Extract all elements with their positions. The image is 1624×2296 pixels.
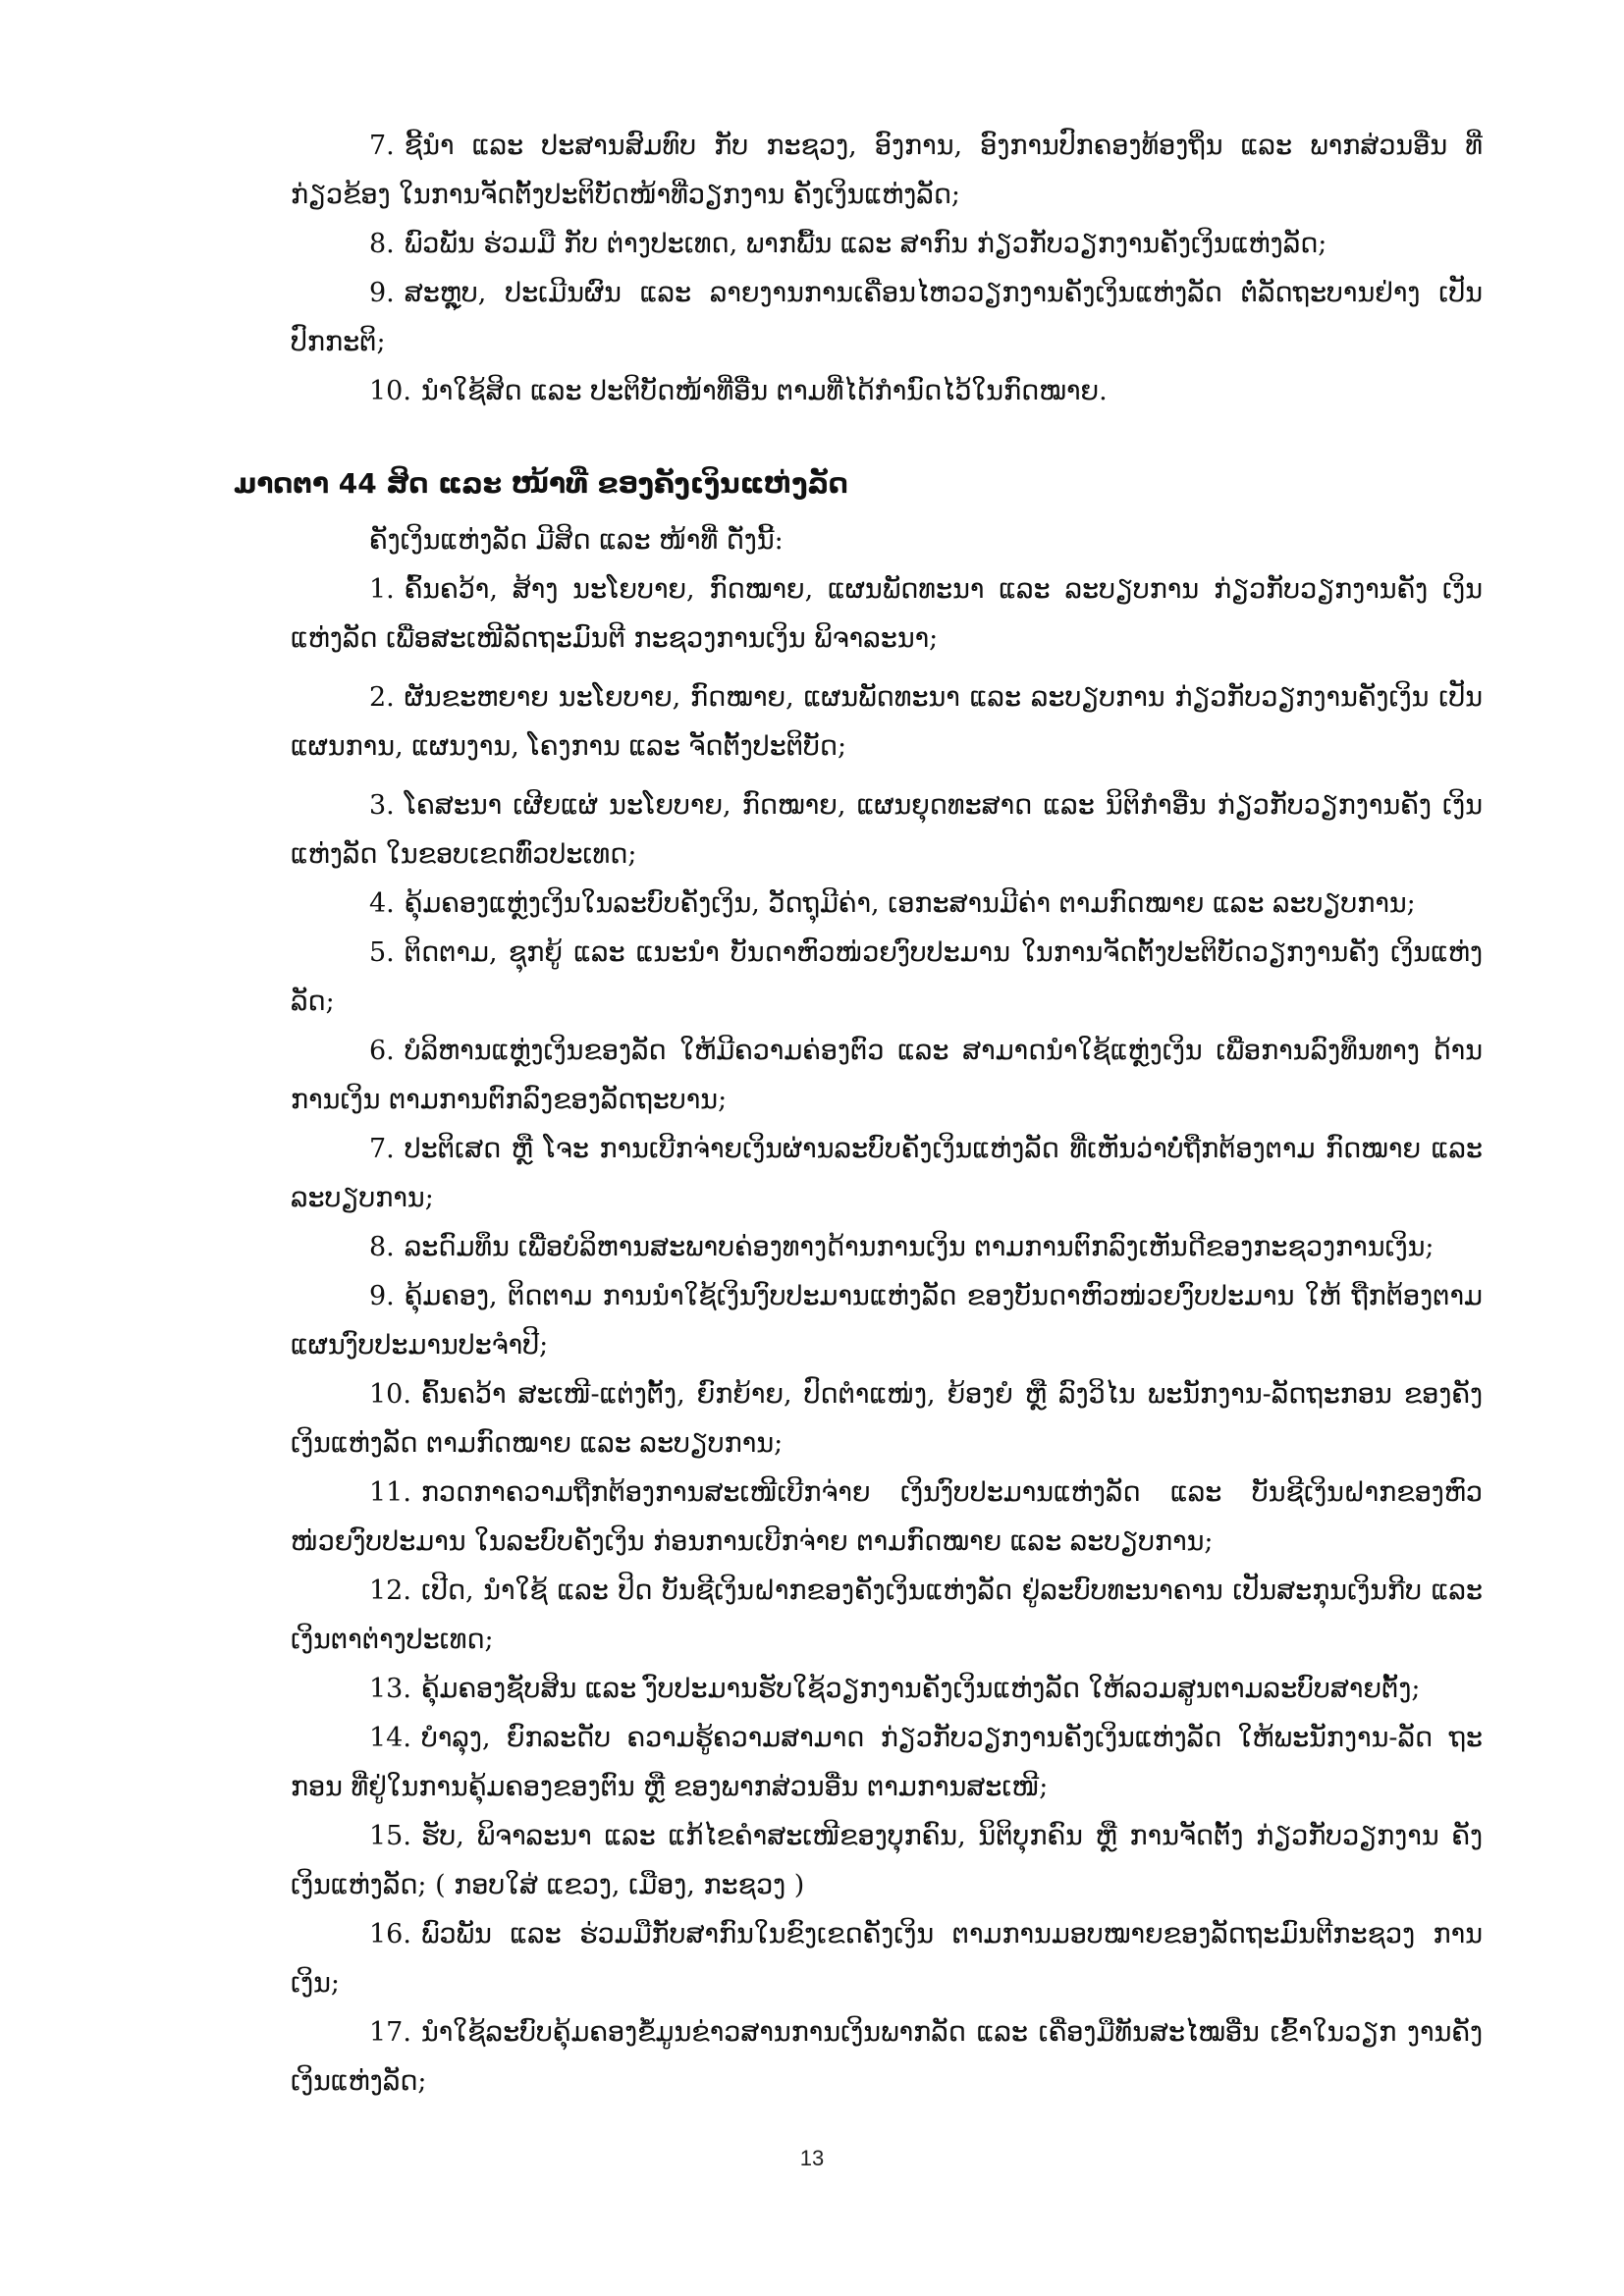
item-number: 16. <box>369 1919 411 1949</box>
item-number: 11. <box>369 1477 411 1508</box>
item-text: ຄຸ້ມຄອງ, ຕິດຕາມ ການນໍາໃຊ້ເງິນງົບປະມານແຫ່ງລັດ ຂອງບັນດາຫົວໜ່ວຍງົບປະມານ ໃຫ້ ຖືກຕ້ອງຕາມ ແຜນງົບປະມານປະຈໍາປີ; <box>291 1281 1483 1361</box>
item-number: 5. <box>369 937 395 968</box>
article-heading: ມາດຕາ 44 ສິດ ແລະ ໜ້າທີ່ ຂອງຄັງເງິນແຫ່ງລັດ <box>234 467 848 500</box>
item-text: ຄົ້ນຄວ້າ, ສ້າງ ນະໂຍບາຍ, ກົດໝາຍ, ແຜນພັດທະນາ ແລະ ລະບຽບການ ກ່ຽວກັບວຽກງານຄັງ ເງິນແຫ່ງລັດ ເພື່ອສະເໜີລັດຖະມົນຕີ ກະຊວງການເງິນ ພິຈາລະນາ; <box>291 574 1483 654</box>
item-number: 4. <box>369 888 395 919</box>
list-item <box>291 269 1483 367</box>
item-text: ໂຄສະນາ ເຜີຍແຜ່ ນະໂຍບາຍ, ກົດໝາຍ, ແຜນຍຸດທະສາດ ແລະ ນິຕິກໍາອື່ນ ກ່ຽວກັບວຽກງານຄັງ ເງິນແຫ່ງລັດ ໃນຂອບເຂດທົ່ວປະເທດ; <box>291 790 1483 870</box>
item-number: 8. <box>369 1232 395 1262</box>
list-item <box>291 1370 1483 1468</box>
item-number: 9. <box>369 278 395 308</box>
item-number: 13. <box>369 1674 411 1704</box>
list-item <box>291 781 1483 880</box>
item-text: ບໍາລຸງ, ຍົກລະດັບ ຄວາມຮູ້ຄວາມສາມາດ ກ່ຽວກັບວຽກງານຄັງເງິນແຫ່ງລັດ ໃຫ້ພະນັກງານ-ລັດ ຖະກອນ ທີ່ຢູ່ໃນການຄຸ້ມຄອງຂອງຕົນ ຫຼື ຂອງພາກສ່ວນອື່ນ ຕາມການສະເໜີ; <box>291 1723 1483 1802</box>
item-text: ກວດກາຄວາມຖືກຕ້ອງການສະເໜີເບີກຈ່າຍ ເງິນງົບປະມານແຫ່ງລັດ ແລະ ບັນຊີເງິນຝາກຂອງຫົວ ໜ່ວຍງົບປະມານ ໃນລະບົບຄັງເງິນ ກ່ອນການເບີກຈ່າຍ ຕາມກົດໝາຍ ແລະ ລະບຽບການ; <box>291 1477 1483 1557</box>
page-number: 13 <box>799 2146 825 2170</box>
item-text: ຜັນຂະຫຍາຍ ນະໂຍບາຍ, ກົດໝາຍ, ແຜນພັດທະນາ ແລະ ລະບຽບການ ກ່ຽວກັບວຽກງານຄັງເງິນ ເປັນແຜນການ, ແຜນງານ, ໂຄງການ ແລະ ຈັດຕັ້ງປະຕິບັດ; <box>291 682 1483 762</box>
list-item <box>291 1272 1483 1370</box>
item-text: ລະດົມທຶນ ເພື່ອບໍລິຫານສະພາບຄ່ອງທາງດ້ານການເງິນ ຕາມການຕົກລົງເຫັນດີຂອງກະຊວງການເງິນ; <box>404 1232 1435 1262</box>
list-item <box>291 220 1483 269</box>
item-number: 1. <box>369 574 395 605</box>
article-body <box>291 516 1483 2107</box>
item-number: 6. <box>369 1036 395 1066</box>
item-number: 17. <box>369 2017 411 2048</box>
item-number: 14. <box>369 1723 411 1753</box>
item-text: ເປີດ, ນໍາໃຊ້ ແລະ ປິດ ບັນຊີເງິນຝາກຂອງຄັງເງິນແຫ່ງລັດ ຢູ່ລະບົບທະນາຄານ ເປັນສະກຸນເງິນກີບ ແລະ ເງິນຕາຕ່າງປະເທດ; <box>291 1575 1483 1655</box>
list-item <box>291 1125 1483 1223</box>
item-text: ຕິດຕາມ, ຊຸກຍູ້ ແລະ ແນະນໍາ ບັນດາຫົວໜ່ວຍງົບປະມານ ໃນການຈັດຕັ້ງປະຕິບັດວຽກງານຄັງ ເງິນແຫ່ງລັດ; <box>291 937 1483 1017</box>
item-text: ຊີ້ນໍາ ແລະ ປະສານສົມທົບ ກັບ ກະຊວງ, ອົງການ, ອົງການປົກຄອງທ້ອງຖິ່ນ ແລະ ພາກສ່ວນອື່ນ ທີ່ກ່ຽວຂ້ອງ ໃນການຈັດຕັ້ງປະຕິບັດໜ້າທີ່ວຽກງານ ຄັງເງິນແຫ່ງລັດ; <box>291 131 1483 210</box>
list-item <box>291 367 1483 416</box>
item-number: 7. <box>369 1134 395 1164</box>
list-item <box>291 1027 1483 1125</box>
list-item <box>291 1567 1483 1665</box>
item-number: 10. <box>369 376 411 406</box>
items-before-list <box>291 122 1483 416</box>
list-item <box>291 673 1483 781</box>
item-number: 8. <box>369 229 395 259</box>
item-text: ສະຫຼຸບ, ປະເມີນຜົນ ແລະ ລາຍງານການເຄື່ອນໄຫວວຽກງານຄັງເງິນແຫ່ງລັດ ຕໍ່ລັດຖະບານຢ່າງ ເປັນປົກກະຕິ; <box>291 278 1483 357</box>
item-number: 2. <box>369 682 395 713</box>
item-text: ຄຸ້ມຄອງແຫຼ່ງເງິນໃນລະບົບຄັງເງິນ, ວັດຖຸມີຄ່າ, ເອກະສານມີຄ່າ ຕາມກົດໝາຍ ແລະ ລະບຽບການ; <box>404 888 1416 919</box>
list-item <box>291 880 1483 929</box>
list-item <box>291 122 1483 220</box>
list-item <box>291 1468 1483 1567</box>
item-text: ພົວພັນ ແລະ ຮ່ວມມືກັບສາກົນໃນຂົງເຂດຄັງເງິນ ຕາມການມອບໝາຍຂອງລັດຖະມົນຕີກະຊວງ ການເງິນ; <box>291 1919 1483 1999</box>
item-number: 10. <box>369 1379 411 1410</box>
item-text: ບໍລິຫານແຫຼ່ງເງິນຂອງລັດ ໃຫ້ມີຄວາມຄ່ອງຕົວ ແລະ ສາມາດນໍາໃຊ້ແຫຼ່ງເງິນ ເພື່ອການລົງທຶນທາງ ດ້ານການເງິນ ຕາມການຕົກລົງຂອງລັດຖະບານ; <box>291 1036 1483 1115</box>
list-item <box>291 1714 1483 1812</box>
list-item <box>291 1812 1483 1910</box>
list-item <box>291 1665 1483 1714</box>
item-text: ຄຸ້ມຄອງຊັບສິນ ແລະ ງົບປະມານຮັບໃຊ້ວຽກງານຄັງເງິນແຫ່ງລັດ ໃຫ້ລວມສູນຕາມລະບົບສາຍຕັ້ງ; <box>420 1674 1421 1704</box>
items-after-list <box>291 565 1483 2107</box>
item-number: 15. <box>369 1821 411 1851</box>
item-number: 3. <box>369 790 395 821</box>
item-number: 12. <box>369 1575 411 1606</box>
list-item <box>291 1910 1483 2008</box>
item-text: ພົວພັນ ຮ່ວມມື ກັບ ຕ່າງປະເທດ, ພາກພື້ນ ແລະ ສາກົນ ກ່ຽວກັບວຽກງານຄັງເງິນແຫ່ງລັດ; <box>404 229 1327 259</box>
item-number: 9. <box>369 1281 395 1311</box>
item-text: ຄົ້ນຄວ້າ ສະເໜີ-ແຕ່ງຕັ້ງ, ຍົກຍ້າຍ, ປົດຕໍາແໜ່ງ, ຍ້ອງຍໍ ຫຼື ລົງວິໄນ ພະນັກງານ-ລັດຖະກອນ ຂອງຄັງເງິນແຫ່ງລັດ ຕາມກົດໝາຍ ແລະ ລະບຽບການ; <box>291 1379 1483 1459</box>
list-item <box>291 2008 1483 2107</box>
item-text: ປະຕິເສດ ຫຼື ໂຈະ ການເບີກຈ່າຍເງິນຜ່ານລະບົບຄັງເງິນແຫ່ງລັດ ທີ່ເຫັນວ່າບໍ່ຖືກຕ້ອງຕາມ ກົດໝາຍ ແລະ ລະບຽບການ; <box>291 1134 1483 1213</box>
item-text: ຮັບ, ພິຈາລະນາ ແລະ ແກ້ໄຂຄໍາສະເໜີຂອງບຸກຄົນ, ນິຕິບຸກຄົນ ຫຼື ການຈັດຕັ້ງ ກ່ຽວກັບວຽກງານ ຄັງເງິນແຫ່ງລັດ; ( ກອບໃສ່ ແຂວງ, ເມືອງ, ກະຊວງ ) <box>291 1821 1483 1900</box>
list-item <box>291 1223 1483 1272</box>
list-item <box>291 565 1483 673</box>
list-item <box>291 929 1483 1027</box>
item-text: ນໍາໃຊ້ສິດ ແລະ ປະຕິບັດໜ້າທີ່ອື່ນ ຕາມທີ່ໄດ້ກໍານົດໄວ້ໃນກົດໝາຍ. <box>420 376 1108 406</box>
article-intro: ຄັງເງິນແຫ່ງລັດ ມີສິດ ແລະ ໜ້າທີ່ ດັ່ງນີ້: <box>369 525 784 556</box>
item-text: ນໍາໃຊ້ລະບົບຄຸ້ມຄອງຂໍ້ມູນຂ່າວສານການເງິນພາກລັດ ແລະ ເຄື່ອງມືທັນສະໄໝອື່ນ ເຂົ້າໃນວຽກ ງານຄັງເງິນແຫ່ງລັດ; <box>291 2017 1483 2097</box>
item-number: 7. <box>369 131 395 161</box>
